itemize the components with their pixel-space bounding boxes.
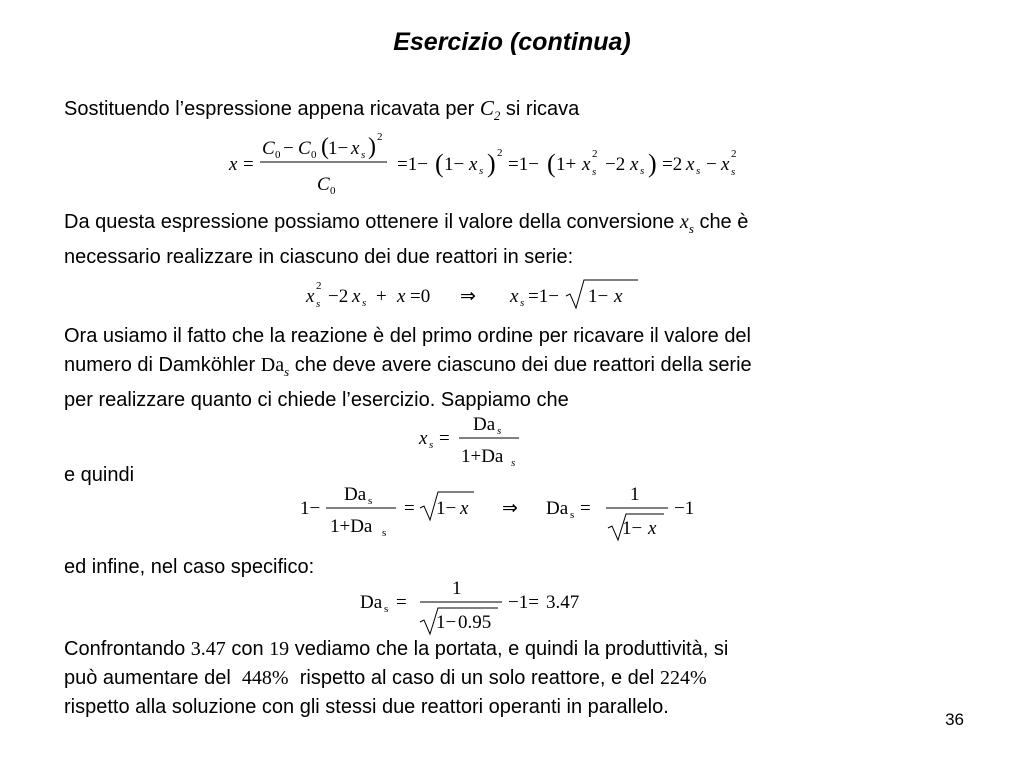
svg-text:2: 2 bbox=[316, 280, 322, 292]
svg-text:1−: 1− bbox=[436, 612, 457, 633]
svg-text:x: x bbox=[721, 154, 730, 175]
svg-text:s: s bbox=[731, 166, 736, 178]
svg-text:s: s bbox=[382, 527, 387, 539]
svg-text:=: = bbox=[243, 154, 254, 175]
svg-text:s: s bbox=[316, 298, 321, 310]
svg-text:(: ( bbox=[435, 149, 444, 178]
svg-text:C: C bbox=[262, 138, 275, 159]
svg-text:=1−: =1− bbox=[528, 286, 559, 307]
svg-text:x: x bbox=[351, 138, 360, 159]
svg-text:⇒: ⇒ bbox=[460, 286, 476, 307]
symbol-c2: $C_2$ bbox=[479, 96, 501, 124]
svg-text:0: 0 bbox=[330, 185, 336, 197]
svg-text:2: 2 bbox=[731, 148, 737, 160]
svg-text:=: = bbox=[580, 498, 591, 519]
svg-text:): ) bbox=[648, 149, 657, 178]
svg-text:1+: 1+ bbox=[556, 154, 577, 175]
svg-text:2: 2 bbox=[592, 148, 598, 160]
svg-text:−: − bbox=[706, 154, 717, 175]
svg-text:=1−: =1− bbox=[508, 154, 539, 175]
svg-text:2: 2 bbox=[497, 147, 503, 159]
svg-text:x: x bbox=[614, 286, 623, 307]
svg-text:x: x bbox=[648, 518, 657, 539]
svg-text:1−: 1− bbox=[444, 154, 465, 175]
svg-text:2: 2 bbox=[377, 131, 383, 143]
equation-5 bbox=[358, 576, 618, 636]
slide-title: Esercizio (continua) bbox=[393, 28, 631, 56]
svg-text:1−: 1− bbox=[436, 498, 457, 519]
svg-text:x: x bbox=[582, 154, 591, 175]
symbol-das: $Da_s$ bbox=[260, 354, 290, 379]
svg-text:=: = bbox=[396, 592, 407, 613]
svg-text:−1=: −1= bbox=[508, 592, 539, 613]
svg-text:0: 0 bbox=[311, 149, 317, 161]
svg-text:): ) bbox=[368, 134, 376, 160]
svg-text:x: x bbox=[419, 428, 428, 449]
svg-text:(: ( bbox=[321, 134, 329, 160]
svg-text:s: s bbox=[592, 166, 597, 178]
svg-text:s: s bbox=[368, 495, 373, 507]
svg-text:1: 1 bbox=[452, 578, 462, 599]
svg-text:0: 0 bbox=[275, 149, 281, 161]
svg-text:1−: 1− bbox=[328, 138, 349, 159]
svg-text:s: s bbox=[570, 509, 575, 521]
svg-text:Da: Da bbox=[546, 498, 569, 519]
svg-text:−2: −2 bbox=[605, 154, 626, 175]
paragraph-1: Sostituendo l’espressione appena ricavata per $C_2$ si ricava bbox=[64, 96, 580, 124]
paragraph-6: Confrontando 3.47 con 19 vediamo che la portata, e quindi la produttività, si può aumentare del 448% rispetto al caso di un solo reattore, e del 224% rispetto alla soluzione con gli stessi due reattori operanti in parallelo. bbox=[64, 638, 729, 718]
svg-text:s: s bbox=[361, 149, 366, 161]
paragraph-2: Da questa espressione possiamo ottenere il valore della conversione $x_s$ che è necessario realizzare in ciascuno dei due reattori in serie: bbox=[64, 211, 749, 268]
svg-text:s: s bbox=[497, 425, 502, 437]
svg-text:=1−: =1− bbox=[397, 154, 428, 175]
svg-text:⇒: ⇒ bbox=[502, 498, 518, 519]
svg-text:1−: 1− bbox=[622, 518, 643, 539]
symbol-xs: $x_s$ bbox=[679, 211, 694, 236]
svg-text:=: = bbox=[404, 498, 415, 519]
svg-text:Da: Da bbox=[344, 484, 367, 505]
svg-text:x: x bbox=[686, 154, 695, 175]
svg-text:s: s bbox=[429, 439, 434, 451]
svg-text:−1: −1 bbox=[674, 498, 695, 519]
svg-text:Da: Da bbox=[473, 414, 496, 435]
svg-text:1−: 1− bbox=[588, 286, 609, 307]
svg-text:−: − bbox=[283, 138, 294, 159]
svg-text:1+Da: 1+Da bbox=[461, 446, 504, 467]
svg-text:+: + bbox=[376, 286, 387, 307]
svg-text:(: ( bbox=[547, 149, 556, 178]
equation-2 bbox=[302, 278, 662, 318]
equation-4 bbox=[296, 484, 716, 544]
svg-text:x: x bbox=[352, 286, 361, 307]
svg-text:): ) bbox=[487, 149, 496, 178]
svg-text:s: s bbox=[640, 165, 645, 177]
svg-text:=2: =2 bbox=[662, 154, 683, 175]
svg-text:x: x bbox=[229, 154, 238, 175]
svg-text:1+Da: 1+Da bbox=[330, 516, 373, 537]
svg-text:=: = bbox=[439, 428, 450, 449]
svg-text:x: x bbox=[460, 498, 469, 519]
svg-text:x: x bbox=[397, 286, 406, 307]
svg-text:−2: −2 bbox=[328, 286, 349, 307]
svg-text:s: s bbox=[362, 297, 367, 309]
svg-text:Da: Da bbox=[360, 592, 383, 613]
svg-text:C: C bbox=[317, 174, 330, 195]
paragraph-5: ed infine, nel caso specifico: bbox=[64, 556, 315, 578]
svg-text:s: s bbox=[479, 165, 484, 177]
svg-text:1: 1 bbox=[630, 484, 640, 505]
svg-text:x: x bbox=[306, 286, 315, 307]
svg-text:C: C bbox=[298, 138, 311, 159]
svg-text:s: s bbox=[384, 603, 389, 615]
paragraph-3: Ora usiamo il fatto che la reazione è del primo ordine per ricavare il valore del numero di Damköhler $Da_s$ che deve avere ciascuno dei due reattori della serie per realizzare quanto ci chiede l’esercizio. Sappiamo che bbox=[64, 325, 752, 411]
svg-text:0.95: 0.95 bbox=[458, 612, 492, 633]
paragraph-4: e quindi bbox=[64, 464, 135, 486]
equation-1 bbox=[225, 128, 825, 198]
equation-3 bbox=[415, 412, 555, 472]
svg-text:=0: =0 bbox=[410, 286, 431, 307]
svg-text:x: x bbox=[510, 286, 519, 307]
svg-text:3.47: 3.47 bbox=[546, 592, 580, 613]
svg-text:s: s bbox=[511, 457, 516, 469]
page-number: 36 bbox=[945, 710, 964, 729]
svg-text:s: s bbox=[520, 297, 525, 309]
svg-text:1−: 1− bbox=[300, 498, 321, 519]
svg-text:x: x bbox=[469, 154, 478, 175]
svg-text:s: s bbox=[696, 165, 701, 177]
svg-text:x: x bbox=[630, 154, 639, 175]
